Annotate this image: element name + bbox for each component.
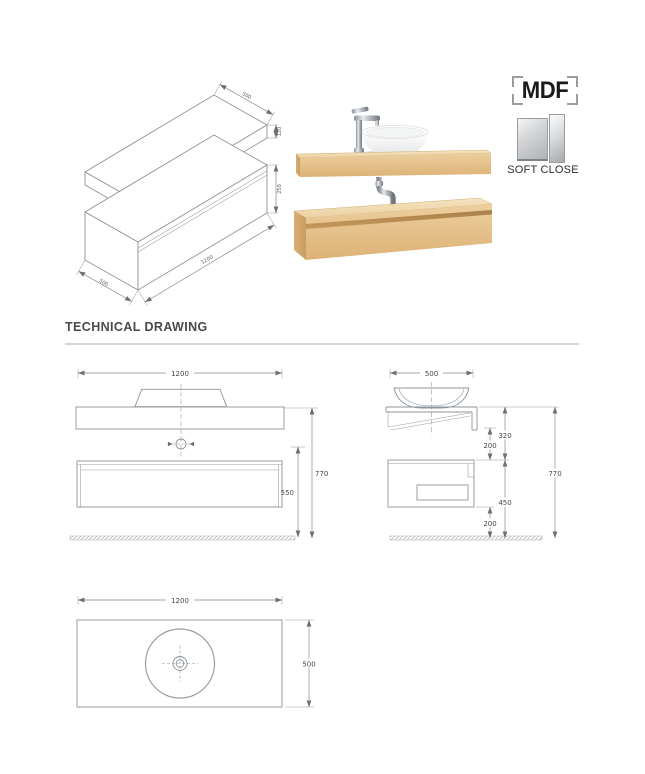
iso-cabinet-height-label: 250	[277, 184, 283, 194]
soft-close-cabinet-icon	[516, 113, 568, 163]
side-floor-clearance-dim	[482, 507, 499, 538]
side-countertop-outline	[386, 407, 477, 430]
iso-length-label: 1200	[200, 254, 215, 266]
soft-close-label: SOFT CLOSE	[507, 164, 579, 176]
section-title: TECHNICAL DRAWING	[65, 320, 208, 334]
top-width-label: 1200	[171, 597, 189, 605]
side-cabinet-top-height-label: 450	[498, 499, 512, 507]
side-floor-clearance-label: 200	[483, 520, 497, 528]
front-total-height-label: 770	[315, 470, 329, 478]
mdf-badge-text: MDF	[521, 76, 569, 104]
front-width-dim	[78, 368, 282, 378]
product-photo	[290, 92, 500, 264]
side-cabinet-outline	[388, 460, 474, 507]
cabinet-door-right-icon	[549, 114, 565, 163]
front-cabinet-outline	[77, 461, 282, 507]
front-countertop-outline	[76, 407, 284, 429]
side-cabinet-top-height-dim	[497, 460, 514, 538]
iso-depth-bottom-label: 500	[97, 278, 110, 289]
front-total-height-dim	[284, 408, 328, 538]
iso-depth-label: 500	[240, 91, 253, 102]
top-view-drawing	[64, 588, 326, 720]
iso-thickness-label: 120	[277, 126, 283, 137]
top-depth-dim	[285, 620, 318, 707]
front-width-label: 1200	[171, 370, 189, 378]
side-view-drawing	[378, 365, 568, 550]
side-gap-label: 200	[483, 442, 497, 450]
front-floor-line	[70, 536, 295, 540]
top-width-dim	[78, 595, 282, 605]
photo-countertop	[296, 150, 491, 177]
front-drain-height-label: 550	[280, 489, 294, 497]
side-total-height-label: 770	[548, 470, 562, 478]
side-basin-outline	[394, 382, 469, 435]
side-depth-label: 500	[424, 370, 439, 378]
side-floor-line	[390, 536, 542, 540]
front-drain-height-dim	[281, 447, 305, 537]
side-total-height-dim	[547, 407, 564, 538]
side-depth-dim	[390, 368, 473, 378]
photo-cabinet	[294, 198, 492, 260]
section-divider	[65, 343, 579, 345]
mdf-badge	[512, 76, 578, 105]
side-counter-offset-dim	[497, 407, 514, 460]
side-counter-offset-label: 320	[498, 432, 512, 440]
top-depth-label: 500	[302, 660, 316, 669]
side-gap-dim	[482, 428, 499, 460]
front-view-drawing	[64, 365, 329, 550]
cabinet-door-left-icon	[517, 118, 548, 161]
isometric-drawing	[58, 80, 298, 308]
